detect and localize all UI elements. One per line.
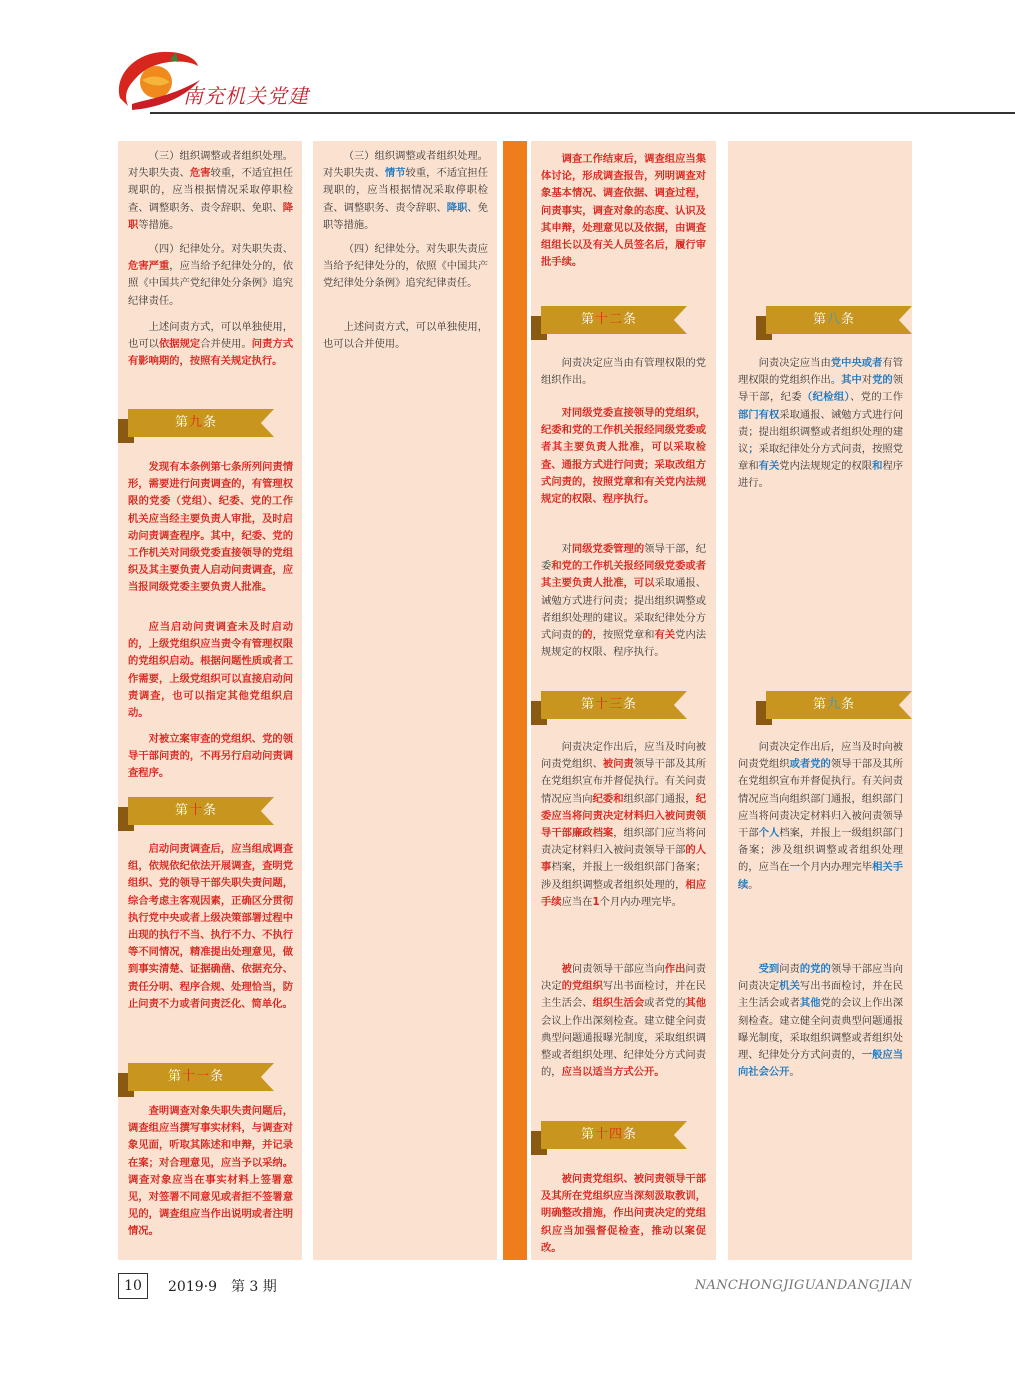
divider-bar [503,141,527,1260]
article-heading: 第十一条 [118,1063,274,1091]
header-rule [150,112,1015,114]
article-heading: 第十四条 [531,1121,687,1149]
paragraph: 应当启动问责调查未及时启动的，上级党组织应当责令有管理权限的党组织启动。根据问题性质或者工作需要，上级党组织可以直接启动问责调查，也可以指定其他党组织启动。 [128,621,293,720]
paragraph: 问责决定作出后，应当及时向被问责党组织或者党的领导干部及其所在党组织宣布并督促执行。有关问责情况应当向组织部门通报，组织部门应当将问责决定材料归入被问责领导干部个人档案，并报上一级组织部门备案；涉及组织调整或者组织处理的，应当在一个月内办理完毕相关手续。 [738,741,904,891]
article-heading: 第十二条 [531,306,687,334]
paragraph: 发现有本条例第七条所列问责情形，需要进行问责调查的，有管理权限的党委（党组）、纪委、党的工作机关应当经主要负责人审批，及时启动问责调查程序。其中，纪委、党的工作机关对同级党委直接领导的党组织及其主要负责人启动问责调查，应当报同级党委主要负责人批准。 [128,461,293,594]
paragraph: 查明调查对象失职失责问题后，调查组应当撰写事实材料，与调查对象见面，听取其陈述和申辩，并记录在案；对合理意见，应当予以采纳。调查对象应当在事实材料上签署意见，对签署不同意见或者拒不签署意见的，调查组应当作出说明或者注明情况。 [128,1105,293,1238]
paragraph: 被问责领导干部应当向作出问责决定的党组织写出书面检讨，并在民主生活会、组织生活会或者党的其他会议上作出深刻检查。建立健全问责典型问题通报曝光制度，采取组织调整或者组织处理、纪律处分方式问责的，应当以适当方式公开。 [541,963,707,1079]
paragraph: （四）纪律处分。对失职失责、危害严重，应当给予纪律处分的，依照《中国共产党纪律处分条例》追究纪律责任。 [128,243,294,307]
article-heading: 第八条 [756,306,912,334]
paragraph: （三）组织调整或者组织处理。对失职失责、情节较重，不适宜担任现职的，应当根据情况采取停职检查、调整职务、责令辞职、降职、免职等措施。 [323,150,489,231]
paragraph: 上述问责方式，可以单独使用，也可以合并使用。 [323,321,488,351]
paragraph: 被问责党组织、被问责领导干部及其所在党组织应当深刻汲取教训，明确整改措施，作出问责决定的党组织应当加强督促检查，推动以案促改。 [541,1173,706,1254]
issue-label: 2019·9 第 3 期 [168,1279,277,1295]
paragraph: 对被立案审查的党组织、党的领导干部问责的，不再另行启动问责调查程序。 [128,733,293,780]
magazine-title: 南充机关党建 [183,84,309,108]
paragraph: 启动问责调查后，应当组成调查组，依规依纪依法开展调查，查明党组织、党的领导干部失职失责问题，综合考虑主客观因素，正确区分贯彻执行党中央或者上级决策部署过程中出现的执行不当、执行不力、不执行等不同情况，精准提出处理意见，做到事实清楚、证据确凿、依据充分、责任分明、程序合规、处理恰当，防止问责不力或者问责泛化、简单化。 [128,843,293,1010]
paragraph: （四）纪律处分。对失职失责应当给予纪律处分的，依照《中国共产党纪律处分条例》追究纪律责任。 [323,243,488,290]
paragraph: 受到问责的党的领导干部应当向问责决定机关写出书面检讨，并在民主生活会或者其他党的会议上作出深刻检查。建立健全问责典型问题通报曝光制度，采取组织调整或者组织处理、纪律处分方式问责的，一般应当向社会公开。 [738,963,904,1079]
publication-name: NANCHONGJIGUANDANGJIAN [694,1278,912,1293]
article-heading: 第九条 [756,691,912,719]
article-heading: 第十条 [118,797,274,825]
column-3 [531,141,716,1260]
paragraph: 问责决定应当由有管理权限的党组织作出。 [541,357,706,387]
paragraph: 问责决定作出后，应当及时向被问责党组织、被问责领导干部及其所在党组织宣布并督促执行。有关问责情况应当向纪委和组织部门通报，纪委应当将问责决定材料归入被问责领导干部廉政档案，组织部门应当将问责决定材料归入被问责领导干部的人事档案，并报上一级组织部门备案；涉及组织调整或者组织处理的，相应手续应当在1个月内办理完毕。 [541,741,707,908]
page-header [0,0,1015,140]
paragraph: 上述问责方式，可以单独使用，也可以依据规定合并使用。问责方式有影响期的，按照有关规定执行。 [128,321,294,368]
column-1 [118,141,302,1260]
column-4 [728,141,912,1260]
paragraph: 对同级党委管理的领导干部，纪委和党的工作机关报经同级党委或者其主要负责人批准，可以采取通报、诫勉方式进行问责；提出组织调整或者组织处理的建议。采取纪律处分方式问责的的，按照党章和有关党内法规规定的权限、程序执行。 [541,543,707,659]
article-heading: 第十三条 [531,691,687,719]
page-number: 10 [118,1273,148,1299]
paragraph: （三）组织调整或者组织处理。对失职失责、危害较重，不适宜担任现职的，应当根据情况采取停职检查、调整职务、责令辞职、免职、降职等措施。 [128,150,294,231]
paragraph: 问责决定应当由党中央或者有管理权限的党组织作出。其中对党的领导干部，纪委（纪检组）、党的工作部门有权采取通报、诫勉方式进行问责；提出组织调整或者组织处理的建议；采取纪律处分方式问责，按照党章和有关党内法规规定的权限和程序进行。 [738,357,904,490]
article-heading: 第九条 [118,409,274,437]
column-2 [313,141,497,1260]
paragraph: 对同级党委直接领导的党组织，纪委和党的工作机关报经同级党委或者其主要负责人批准，可以采取检查、通报方式进行问责；采取改组方式问责的，按照党章和有关党内法规规定的权限、程序执行。 [541,407,706,506]
paragraph: 调查工作结束后，调查组应当集体讨论，形成调查报告，列明调查对象基本情况、调查依据、调查过程，问责事实，调查对象的态度、认识及其申辩，处理意见以及依据，由调查组组长以及有关人员签名后，履行审批手续。 [541,153,706,269]
